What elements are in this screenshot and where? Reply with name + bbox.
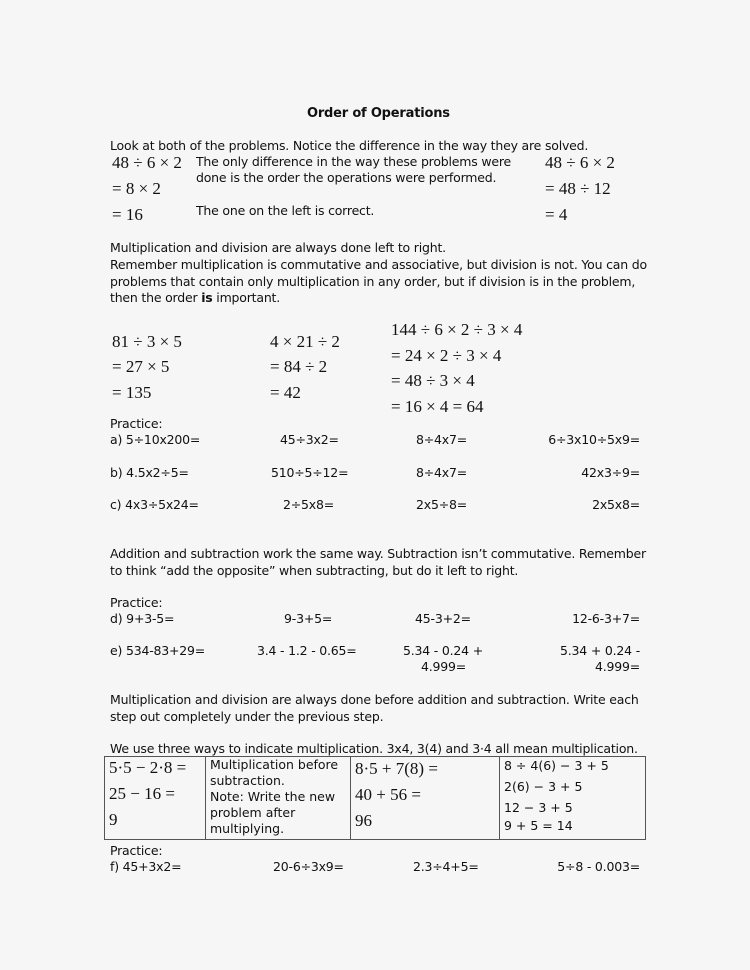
rule3-line-2: step out completely under the previous step. xyxy=(110,709,384,724)
practice-e-3-cont: 4.999= xyxy=(421,659,467,674)
practice-b-2: 510÷5÷12= xyxy=(271,465,349,480)
ex1-col3-step-4: = 16 × 4 = 64 xyxy=(391,397,484,416)
practice-c-1: c) 4x3÷5x24= xyxy=(110,497,199,512)
rule1-line-4-pre: then the order xyxy=(110,290,202,305)
rule2-line-1: Addition and subtraction work the same way. Subtraction isn’t commutative. Remember xyxy=(110,546,646,561)
left-step-3: = 16 xyxy=(112,205,143,224)
practice-d-2: 9-3+5= xyxy=(284,611,333,626)
table-col2-line-2: subtraction. xyxy=(210,773,285,788)
rule1-line-2: Remember multiplication is commutative and associative, but division is not. You can do xyxy=(110,257,647,272)
right-step-3: = 4 xyxy=(545,205,568,224)
table-col3-step-2: 40 + 56 = xyxy=(355,785,421,804)
practice-f-2: 20-6÷3x9= xyxy=(273,859,344,874)
explanation-line-2: done is the order the operations were performed. xyxy=(196,170,497,185)
practice-e-1: e) 534-83+29= xyxy=(110,643,206,658)
practice-f-4: 5÷8 - 0.003= xyxy=(557,859,640,874)
table-col4-step-1: 8 ÷ 4(6) − 3 + 5 xyxy=(504,758,609,773)
table-col2-line-3: Note: Write the new xyxy=(210,789,336,804)
rule3-line-3: We use three ways to indicate multiplication. 3x4, 3(4) and 3·4 all mean multiplication. xyxy=(110,741,638,756)
ex1-col1-step-1: 81 ÷ 3 × 5 xyxy=(112,332,182,351)
practice-e-4-cont: 4.999= xyxy=(594,659,640,674)
ex1-col2-step-1: 4 × 21 ÷ 2 xyxy=(270,332,340,351)
right-step-2: = 48 ÷ 12 xyxy=(545,179,611,198)
practice-c-4: 2x5x8= xyxy=(592,497,640,512)
practice-b-4: 42x3÷9= xyxy=(581,465,640,480)
table-col2-line-1: Multiplication before xyxy=(210,757,339,772)
rule1-line-1: Multiplication and division are always done left to right. xyxy=(110,240,446,255)
practice-d-4: 12-6-3+7= xyxy=(572,611,640,626)
explanation-line-1: The only difference in the way these problems were xyxy=(196,154,512,169)
table-col4-step-2: 2(6) − 3 + 5 xyxy=(504,779,583,794)
rule2-line-2: to think “add the opposite” when subtracting, but do it left to right. xyxy=(110,563,519,578)
practice-b-1: b) 4.5x2÷5= xyxy=(110,465,189,480)
left-step-2: = 8 × 2 xyxy=(112,179,161,198)
practice-e-2: 3.4 - 1.2 - 0.65= xyxy=(257,643,357,658)
table-cell-col4 xyxy=(500,757,646,840)
left-step-1: 48 ÷ 6 × 2 xyxy=(112,153,182,172)
rule1-emphasis: is xyxy=(201,290,213,305)
table-col3-step-1: 8·5 + 7(8) = xyxy=(355,759,438,778)
table-col4-step-3: 12 − 3 + 5 xyxy=(504,800,573,815)
practice-f-1: f) 45+3x2= xyxy=(110,859,182,874)
explanation-line-3: The one on the left is correct. xyxy=(196,203,375,218)
table-col4-step-4: 9 + 5 = 14 xyxy=(504,818,573,833)
table-col1-step-2: 25 − 16 = xyxy=(109,784,175,803)
practice-a-4: 6÷3x10÷5x9= xyxy=(548,432,640,447)
practice-c-2: 2÷5x8= xyxy=(283,497,335,512)
practice-a-3: 8÷4x7= xyxy=(416,432,468,447)
practice-d-3: 45-3+2= xyxy=(415,611,471,626)
table-col3-step-3: 96 xyxy=(355,811,372,830)
practice-a-1: a) 5÷10x200= xyxy=(110,432,201,447)
practice3-label: Practice: xyxy=(110,843,163,858)
table-col2-line-4: problem after xyxy=(210,805,296,820)
table-cell-col1 xyxy=(105,757,206,840)
right-step-1: 48 ÷ 6 × 2 xyxy=(545,153,615,172)
ex1-col3-step-1: 144 ÷ 6 × 2 ÷ 3 × 4 xyxy=(391,320,523,339)
practice-c-3: 2x5÷8= xyxy=(416,497,468,512)
ex1-col1-step-2: = 27 × 5 xyxy=(112,357,170,376)
page-title: Order of Operations xyxy=(307,106,450,121)
practice1-label: Practice: xyxy=(110,416,163,431)
ex1-col2-step-3: = 42 xyxy=(270,383,301,402)
practice2-label: Practice: xyxy=(110,595,163,610)
rule1-line-4 xyxy=(110,290,280,306)
practice-f-3: 2.3÷4+5= xyxy=(413,859,479,874)
table-col1-step-3: 9 xyxy=(109,810,118,829)
rule1-line-3: problems that contain only multiplication in any order, but if division is in the problem, xyxy=(110,274,636,289)
rule3-line-1: Multiplication and division are always done before addition and subtraction. Write each xyxy=(110,692,639,707)
example-table xyxy=(104,756,646,840)
table-cell-col3 xyxy=(351,757,500,840)
table-col2-line-5: multiplying. xyxy=(210,821,285,836)
table-col1-step-1: 5·5 − 2·8 = xyxy=(109,758,187,777)
ex1-col1-step-3: = 135 xyxy=(112,383,152,402)
practice-a-2: 45÷3x2= xyxy=(280,432,339,447)
ex1-col2-step-2: = 84 ÷ 2 xyxy=(270,357,328,376)
intro-text: Look at both of the problems. Notice the difference in the way they are solved. xyxy=(110,138,589,153)
ex1-col3-step-3: = 48 ÷ 3 × 4 xyxy=(391,371,475,390)
practice-e-3: 5.34 - 0.24 + xyxy=(403,643,483,658)
practice-b-3: 8÷4x7= xyxy=(416,465,468,480)
practice-d-1: d) 9+3-5= xyxy=(110,611,175,626)
rule1-line-4-post: important. xyxy=(212,290,281,305)
ex1-col3-step-2: = 24 × 2 ÷ 3 × 4 xyxy=(391,346,502,365)
practice-e-4: 5.34 + 0.24 - xyxy=(560,643,640,658)
table-cell-col2 xyxy=(206,757,351,840)
